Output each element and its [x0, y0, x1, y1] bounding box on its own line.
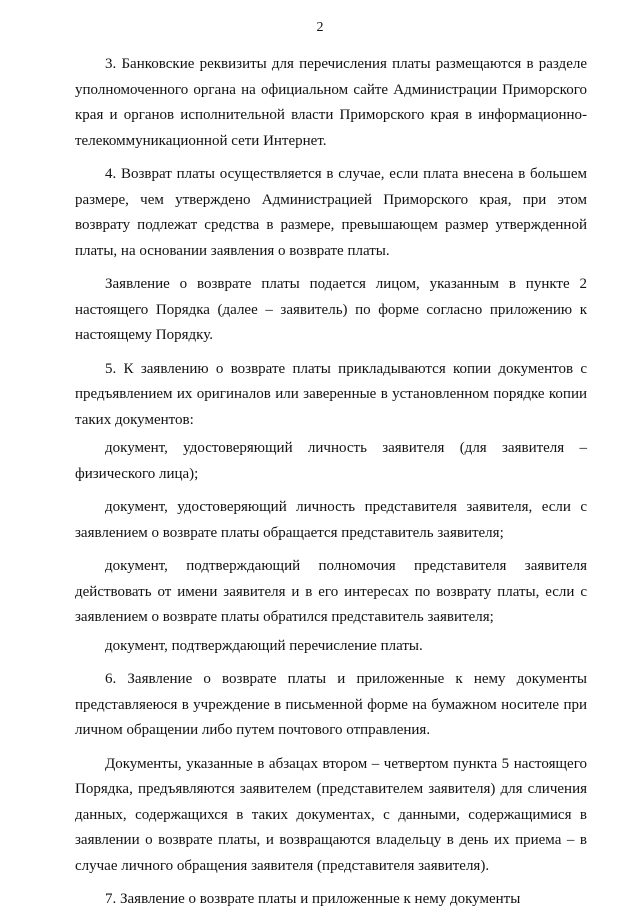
paragraph-list-identity-representative: документ, удостоверяющий личность представителя заявителя, если с заявлением о возврате платы обращается представитель заявителя;	[75, 499, 587, 541]
paragraph-list-identity-applicant: документ, удостоверяющий личность заявителя (для заявителя – физического лица);	[75, 440, 587, 482]
document-body	[75, 52, 587, 913]
paragraph-item-4: 4. Возврат платы осуществляется в случае, если плата внесена в большем размере, чем утверждено Администрацией Приморского края, при этом возврату подлежат средства в размере, превышающем размер утвержденной платы, на основании заявления о возврате платы.	[75, 166, 587, 259]
paragraph-list-payment-confirmation: документ, подтверждающий перечисление платы.	[105, 637, 423, 654]
page-number: 2	[316, 20, 324, 35]
paragraph-documents-return: Документы, указанные в абзацах втором – четвертом пункта 5 настоящего Порядка, предъявляются заявителем (представителем заявителя) для сличения данных, содержащихся в таких документах, с данными, содержащимися в заявлении о возврате платы, и возвращаются владельцу в день их приема – в случае личного обращения заявителя (представителя заявителя).	[75, 755, 587, 874]
paragraph-item-3: 3. Банковские реквизиты для перечисления платы размещаются в разделе уполномоченного органа на официальном сайте Администрации Приморского края и органов исполнительной власти Приморского края в информационно-телекоммуникационной сети Интернет.	[75, 56, 587, 149]
paragraph-list-authority-document: документ, подтверждающий полномочия представителя заявителя действовать от имени заявителя и в его интересах по возврату платы, если с заявлением о возврате платы обратился представитель заявителя;	[75, 558, 587, 625]
paragraph-application-submission: Заявление о возврате платы подается лицом, указанным в пункте 2 настоящего Порядка (далее – заявитель) по форме согласно приложению к настоящему Порядку.	[75, 276, 587, 343]
paragraph-item-6: 6. Заявление о возврате платы и приложенные к нему документы представляеюся в учреждение в письменной форме на бумажном носителе при личном обращении либо путем почтового отправления.	[75, 671, 587, 738]
paragraph-item-7: 7. Заявление о возврате платы и приложенные к нему документы	[105, 891, 521, 907]
paragraph-item-5: 5. К заявлению о возврате платы прикладываются копии документов с предъявлением их оригиналов или заверенные в установленном порядке копии таких документов:	[75, 360, 587, 428]
